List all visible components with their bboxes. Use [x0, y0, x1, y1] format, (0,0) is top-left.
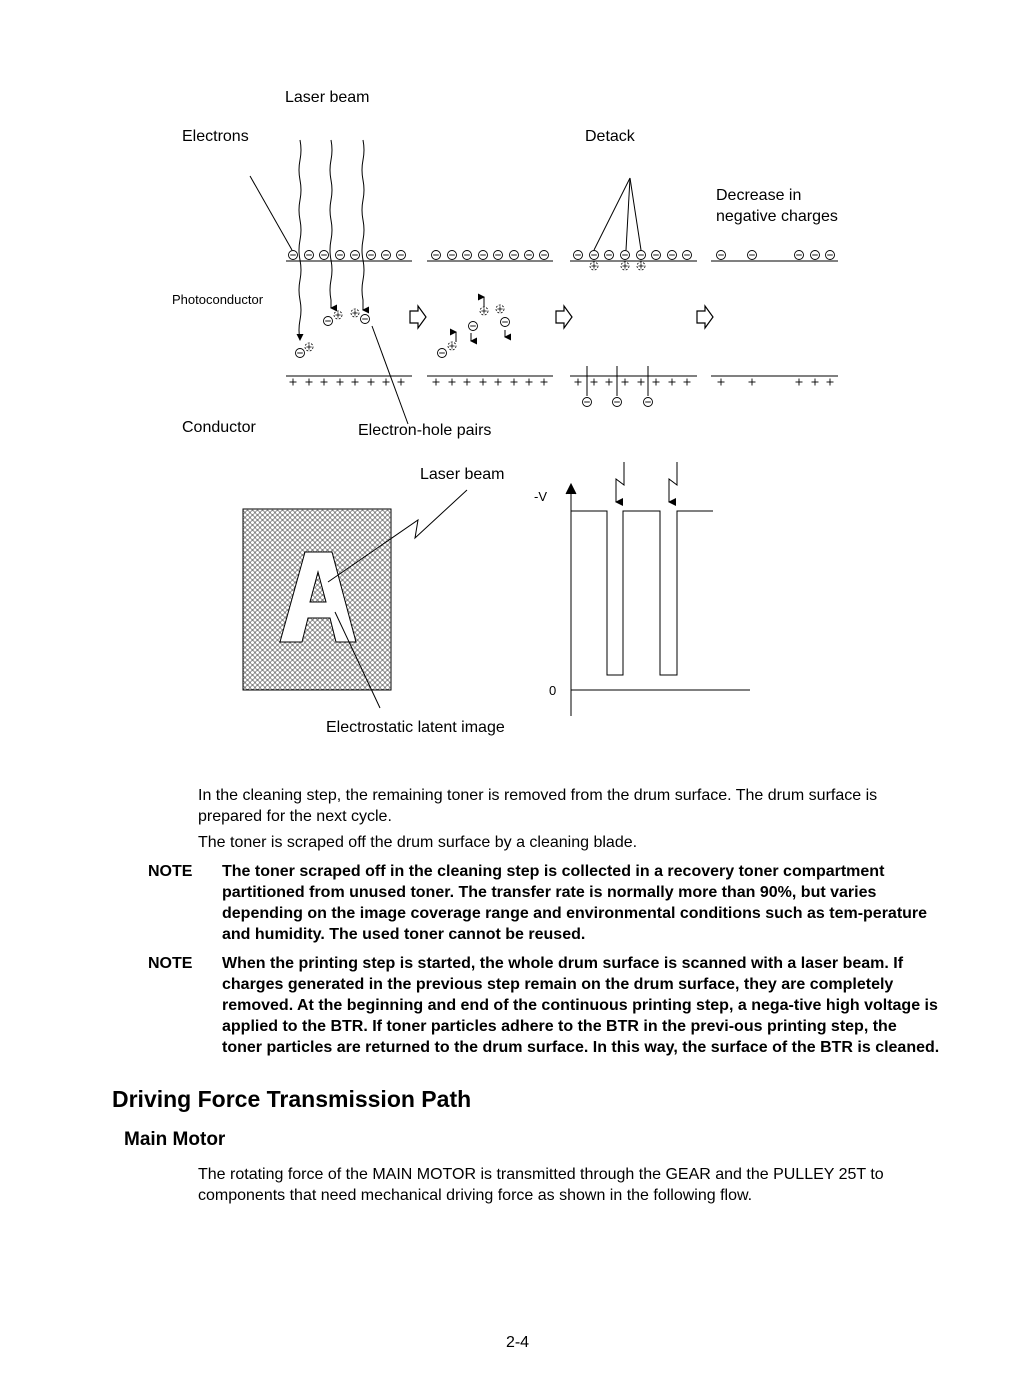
decrease-label-line2: negative charges	[716, 208, 838, 225]
decrease-label-line1: Decrease in	[716, 187, 802, 204]
page-number: 2-4	[505, 1334, 530, 1351]
latent-image-label: Electrostatic latent image	[326, 719, 505, 736]
subsection-title: Main Motor	[124, 1129, 226, 1150]
conductor-label: Conductor	[182, 419, 256, 436]
photoconductor-label: Photoconductor	[172, 292, 264, 307]
motor-paragraph: The rotating force of the MAIN MOTOR is transmitted through the GEAR and the PULLEY 25T to components that need mechanical driving force as shown in the following flow.	[198, 1166, 884, 1204]
laser-beam-label: Laser beam	[285, 89, 370, 106]
negative-voltage-label: -V	[534, 489, 547, 504]
laser-beam-label-2: Laser beam	[420, 466, 505, 483]
blade-paragraph: The toner is scraped off the drum surface by a cleaning blade.	[198, 834, 638, 851]
note-tag: NOTE	[148, 955, 193, 972]
detack-label: Detack	[585, 128, 635, 145]
note-tag: NOTE	[148, 863, 193, 880]
zero-voltage-label: 0	[549, 683, 557, 698]
section-title: Driving Force Transmission Path	[112, 1086, 472, 1112]
note-text: The toner scraped off in the cleaning step is collected in a recovery toner compartment partitioned from unused toner. The transfer rate is normally more than 90%, but varies depending on the image coverage range and environmental conditions such as tem-perature and humidity. The used toner cannot be reused.	[222, 863, 928, 943]
electron-hole-pairs-label: Electron-hole pairs	[358, 422, 492, 439]
note-text: When the printing step is started, the whole drum surface is scanned with a laser beam. If charges generated in the previous step remain on the drum surface, they are completely removed. At the beginning and end of the continuous printing step, a nega-tive high voltage is applied to the BTR. If toner particles adhere to the BTR in the previ-ous printing step, the toner particles are returned to the drum surface. In this way, the surface of the BTR is cleaned.	[222, 955, 940, 1056]
cleaning-paragraph: In the cleaning step, the remaining toner is removed from the drum surface. The drum surface is prepared for the next cycle.	[198, 787, 878, 825]
electrons-label: Electrons	[182, 128, 249, 145]
